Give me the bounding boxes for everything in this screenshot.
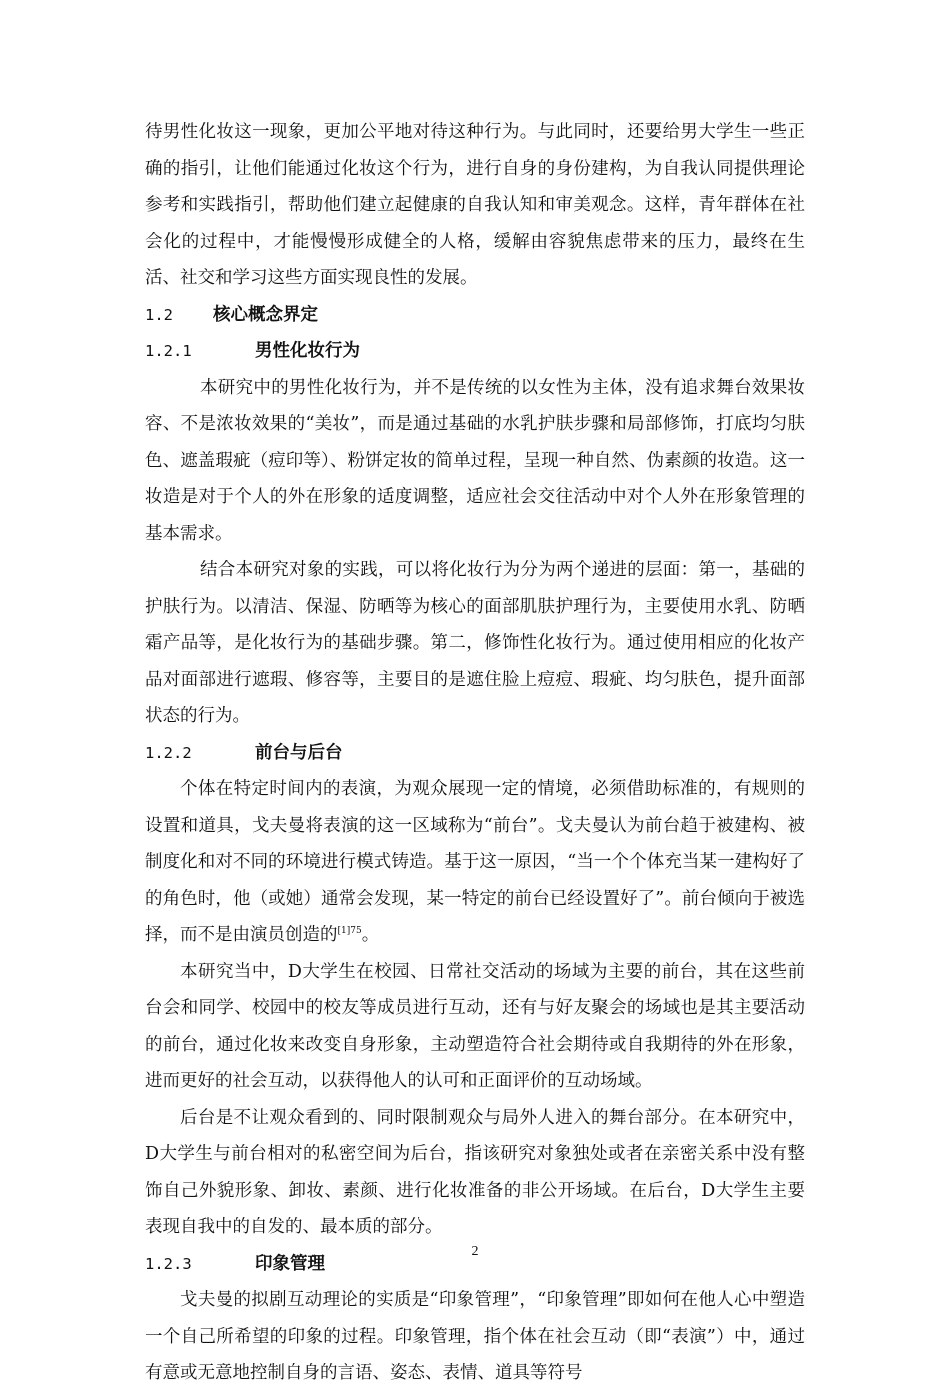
paragraph: 结合本研究对象的实践，可以将化妆行为分为两个递进的层面：第一，基础的护肤行为。以清洁、保湿、防晒等为核心的面部肌肤护理行为，主要使用水乳、防晒霜产品等，是化妆行为的基础步骤。第二，修饰性化妆行为。通过使用相应的化妆产品对面部进行遮瑕、修容等，主要目的是遮住脸上痘痘、瑕疵、均匀肤色，提升面部状态的行为。: [145, 560, 805, 726]
section-number: 1.2.3: [145, 1254, 192, 1273]
paragraph: [145, 771, 805, 954]
section-heading-1-2: [145, 297, 805, 334]
section-title: 前台与后台: [255, 742, 343, 763]
paragraph-text: 个体在特定时间内的表演，为观众展现一定的情境，必须借助标准的，有规则的设置和道具，戈夫曼将表演的这一区域称为“前台”。戈夫曼认为前台趋于被建构、被制度化和对不同的环境进行模式铸造。基于这一原因，“当一个个体充当某一建构好了的角色时，他（或她）通常会发现，某一特定的前台已经设置好了”。前台倾向于被选择，而不是由演员创造的: [145, 779, 805, 945]
page-number: 2: [471, 1244, 479, 1259]
section-heading-1-2-2: [145, 735, 805, 772]
section-heading-1-2-1: [145, 333, 805, 370]
section-number: 1.2.1: [145, 342, 192, 360]
paragraph: 待男性化妆这一现象，更加公平地对待这种行为。与此同时，还要给男大学生一些正确的指引，让他们能通过化妆这个行为，进行自身的身份建构，为自我认同提供理论参考和实践指引，帮助他们建立起健康的自我认知和审美观念。这样，青年群体在社会化的过程中，才能慢慢形成健全的人格，缓解由容貌焦虑带来的压力，最终在生活、社交和学习这些方面实现良性的发展。: [145, 122, 805, 288]
paragraph: 戈夫曼的拟剧互动理论的实质是“印象管理”，“印象管理”即如何在他人心中塑造一个自己所希望的印象的过程。印象管理，指个体在社会互动（即“表演”）中，通过有意或无意地控制自身的言语、姿态、表情、道具等符号: [145, 1290, 805, 1383]
paragraph: 本研究中的男性化妆行为，并不是传统的以女性为主体，没有追求舞台效果妆容、不是浓妆效果的“美妆”，而是通过基础的水乳护肤步骤和局部修饰，打底均匀肤色、遮盖瑕疵（痘印等）、粉饼定妆的简单过程，呈现一种自然、伪素颜的妆造。这一妆造是对于个人的外在形象的适度调整，适应社会交往活动中对个人外在形象管理的基本需求。: [145, 377, 805, 544]
section-number: 1.2.2: [145, 743, 192, 762]
section-number: 1.2: [145, 305, 173, 324]
paragraph: 本研究当中，D大学生在校园、日常社交活动的场域为主要的前台，其在这些前台会和同学、校园中的校友等成员进行互动，还有与好友聚会的场域也是其主要活动的前台，通过化妆来改变自身形象，主动塑造符合社会期待或自我期待的外在形象，进而更好的社会互动，以获得他人的认可和正面评价的互动场域。: [145, 961, 805, 1091]
paragraph-end: 。: [361, 925, 380, 945]
paragraph: 后台是不让观众看到的、同时限制观众与局外人进入的舞台部分。在本研究中，D大学生与前台相对的私密空间为后台，指该研究对象独处或者在亲密关系中没有整饰自己外貌形象、卸妆、素颜、进行化妆准备的非公开场域。在后台，D大学生主要表现自我中的自发的、最本质的部分。: [145, 1107, 805, 1237]
section-title: 男性化妆行为: [255, 341, 360, 361]
section-title: 印象管理: [255, 1253, 325, 1274]
citation-marker[interactable]: [1]75: [337, 926, 362, 937]
section-title: 核心概念界定: [213, 304, 318, 325]
page-body: [145, 114, 805, 1392]
